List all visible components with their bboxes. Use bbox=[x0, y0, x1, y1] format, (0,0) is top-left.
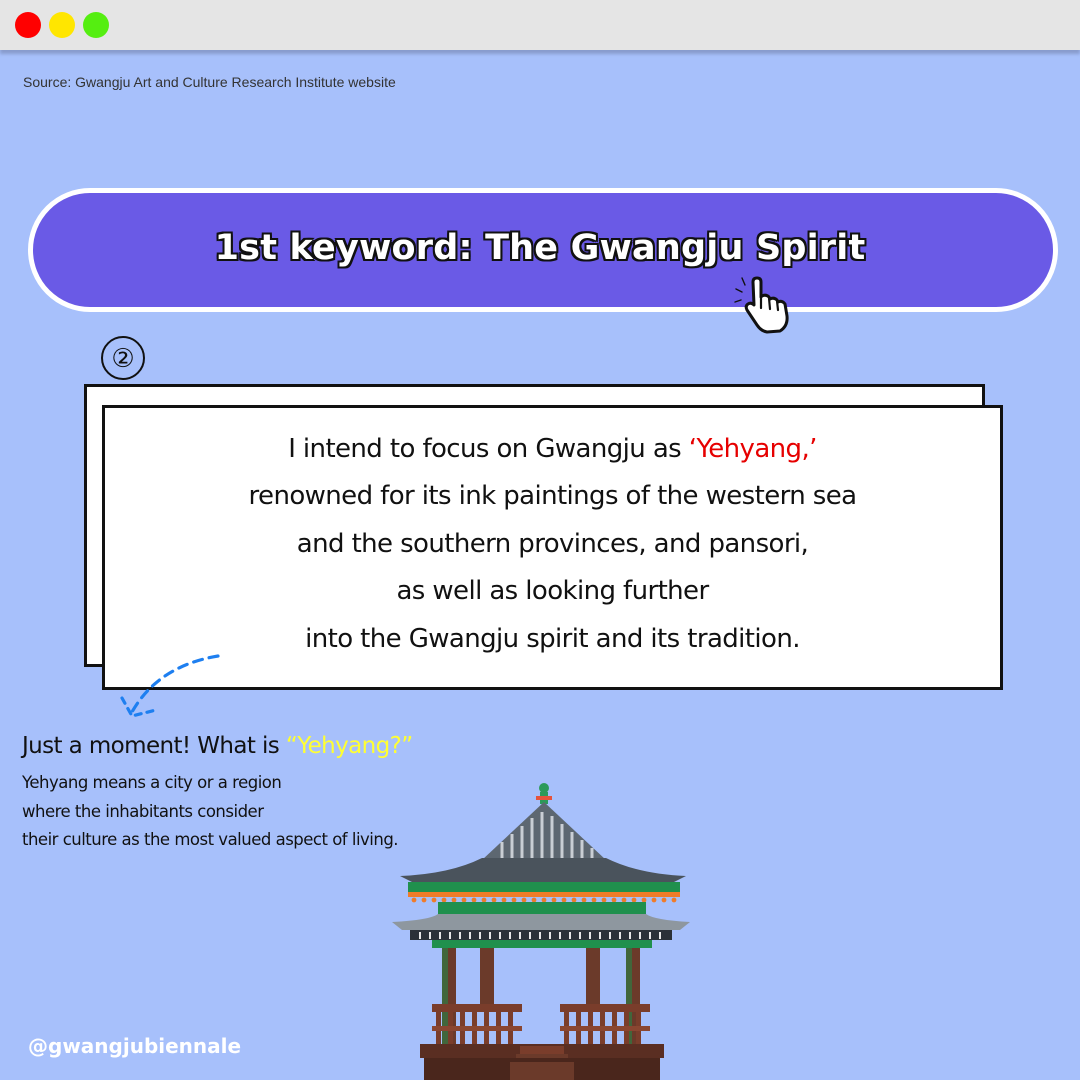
yehyang-highlight: ‘Yehyang,’ bbox=[688, 433, 817, 464]
definition-body bbox=[22, 769, 398, 855]
step-number-badge: ② bbox=[101, 336, 145, 380]
definition-line: Yehyang means a city or a region bbox=[22, 773, 282, 792]
definition-heading bbox=[22, 733, 413, 759]
maximize-window-button[interactable] bbox=[83, 12, 109, 38]
close-window-button[interactable] bbox=[15, 12, 41, 38]
definition-heading-text: Just a moment! What is bbox=[22, 733, 286, 759]
definition-line: their culture as the most valued aspect of living. bbox=[22, 830, 399, 849]
pointer-hand-cursor-icon bbox=[734, 272, 794, 334]
statement-line-1 bbox=[288, 426, 817, 474]
social-handle: @gwangjubiennale bbox=[28, 1034, 242, 1058]
keyword-title: 1st keyword: The Gwangju Spirit bbox=[214, 228, 866, 268]
statement-card bbox=[102, 405, 1003, 690]
definition-highlight: “Yehyang?” bbox=[285, 733, 413, 759]
minimize-window-button[interactable] bbox=[49, 12, 75, 38]
curved-dashed-arrow-icon bbox=[118, 648, 228, 728]
korean-pavilion-illustration bbox=[390, 782, 692, 1080]
source-credit: Source: Gwangju Art and Culture Research Institute website bbox=[23, 74, 396, 90]
statement-line-3: and the southern provinces, and pansori, bbox=[296, 528, 809, 559]
statement-line-1-text: I intend to focus on Gwangju as bbox=[288, 433, 689, 464]
window-title-bar bbox=[0, 0, 1080, 50]
definition-line: where the inhabitants consider bbox=[22, 801, 264, 821]
keyword-banner-button[interactable] bbox=[28, 188, 1058, 312]
statement-line-4: as well as looking further bbox=[396, 576, 709, 607]
statement-line-5: into the Gwangju spirit and its tradition. bbox=[305, 623, 800, 654]
statement-line-2: renowned for its ink paintings of the western sea bbox=[248, 481, 857, 512]
